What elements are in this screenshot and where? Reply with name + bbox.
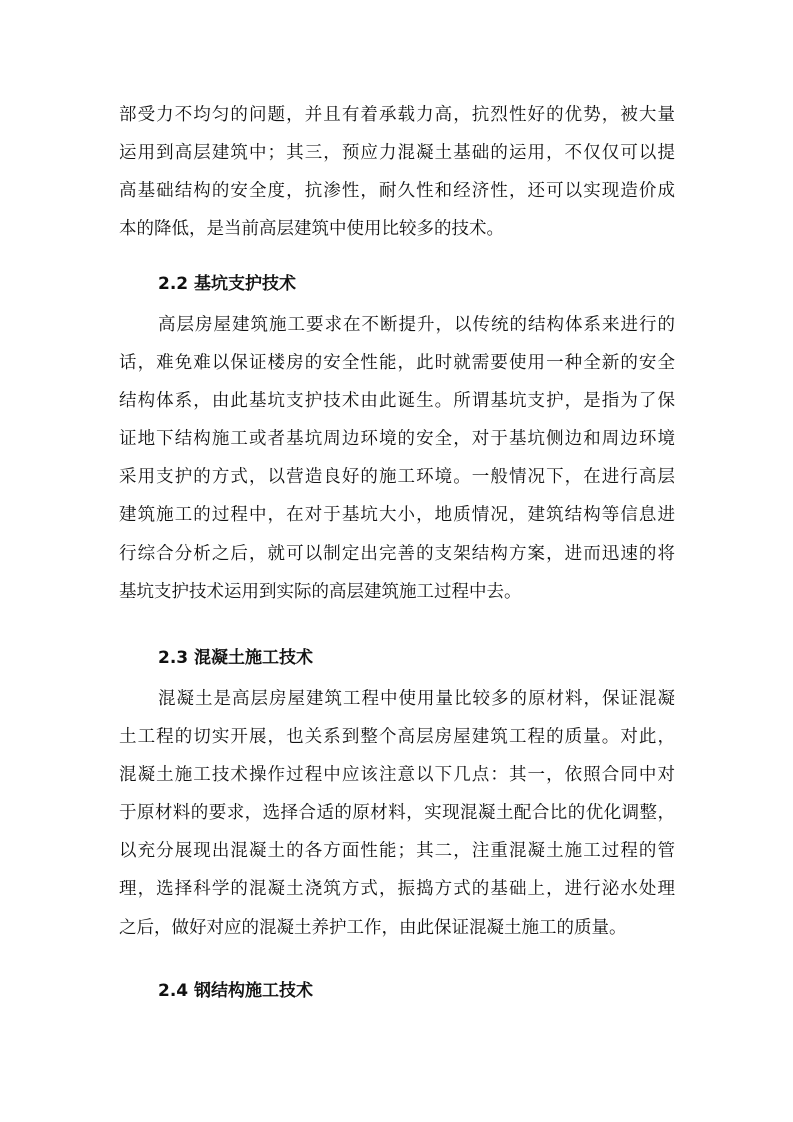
paragraph-foundation-pit-support xyxy=(119,306,675,611)
text-line: 基坑支护技术运用到实际的高层建筑施工过程中去。 xyxy=(119,581,522,602)
text-line: 于原材料的要求，选择合适的原材料，实现混凝土配合比的优化调整， xyxy=(119,803,675,824)
text-line: 之后，做好对应的混凝土养护工作，由此保证混凝土施工的质量。 xyxy=(119,917,627,938)
paragraph-concrete-construction xyxy=(119,680,675,947)
text-line: 采用支护的方式，以营造良好的施工环境。一般情况下，在进行高层 xyxy=(119,467,675,488)
text-line: 混凝土是高层房屋建筑工程中使用量比较多的原材料，保证混凝 xyxy=(158,689,675,709)
text-line: 运用到高层建筑中；其三，预应力混凝土基础的运用，不仅仅可以提 xyxy=(119,143,675,164)
text-line: 混凝土施工技术操作过程中应该注意以下几点：其一，依照合同中对 xyxy=(119,765,675,786)
text-line: 证地下结构施工或者基坑周边环境的安全，对于基坑侧边和周边环境 xyxy=(119,429,675,450)
text-line: 行综合分析之后，就可以制定出完善的支架结构方案，进而迅速的将 xyxy=(119,543,675,564)
text-line: 土工程的切实开展，也关系到整个高层房屋建筑工程的质量。对此， xyxy=(119,727,675,748)
text-line: 本的降低，是当前高层建筑中使用比较多的技术。 xyxy=(119,219,504,240)
text-line: 建筑施工的过程中，在对于基坑大小，地质情况，建筑结构等信息进 xyxy=(119,505,675,526)
section-heading-2-3: 2.3 混凝土施工技术 xyxy=(158,648,314,668)
paragraph-continuation xyxy=(119,96,675,248)
text-line: 高基础结构的安全度，抗渗性，耐久性和经济性，还可以实现造价成 xyxy=(119,181,675,202)
text-line: 结构体系，由此基坑支护技术由此诞生。所谓基坑支护，是指为了保 xyxy=(119,391,675,412)
text-line: 理，选择科学的混凝土浇筑方式，振捣方式的基础上，进行泌水处理 xyxy=(119,879,675,900)
section-heading-2-2: 2.2 基坑支护技术 xyxy=(158,274,297,294)
text-line: 部受力不均匀的问题，并且有着承载力高，抗烈性好的优势，被大量 xyxy=(119,105,675,125)
section-heading-2-4: 2.4 钢结构施工技术 xyxy=(158,981,314,1001)
text-line: 高层房屋建筑施工要求在不断提升，以传统的结构体系来进行的 xyxy=(158,315,675,335)
text-line: 话，难免难以保证楼房的安全性能，此时就需要使用一种全新的安全 xyxy=(119,353,675,374)
text-line: 以充分展现出混凝土的各方面性能；其二，注重混凝土施工过程的管 xyxy=(119,841,675,862)
